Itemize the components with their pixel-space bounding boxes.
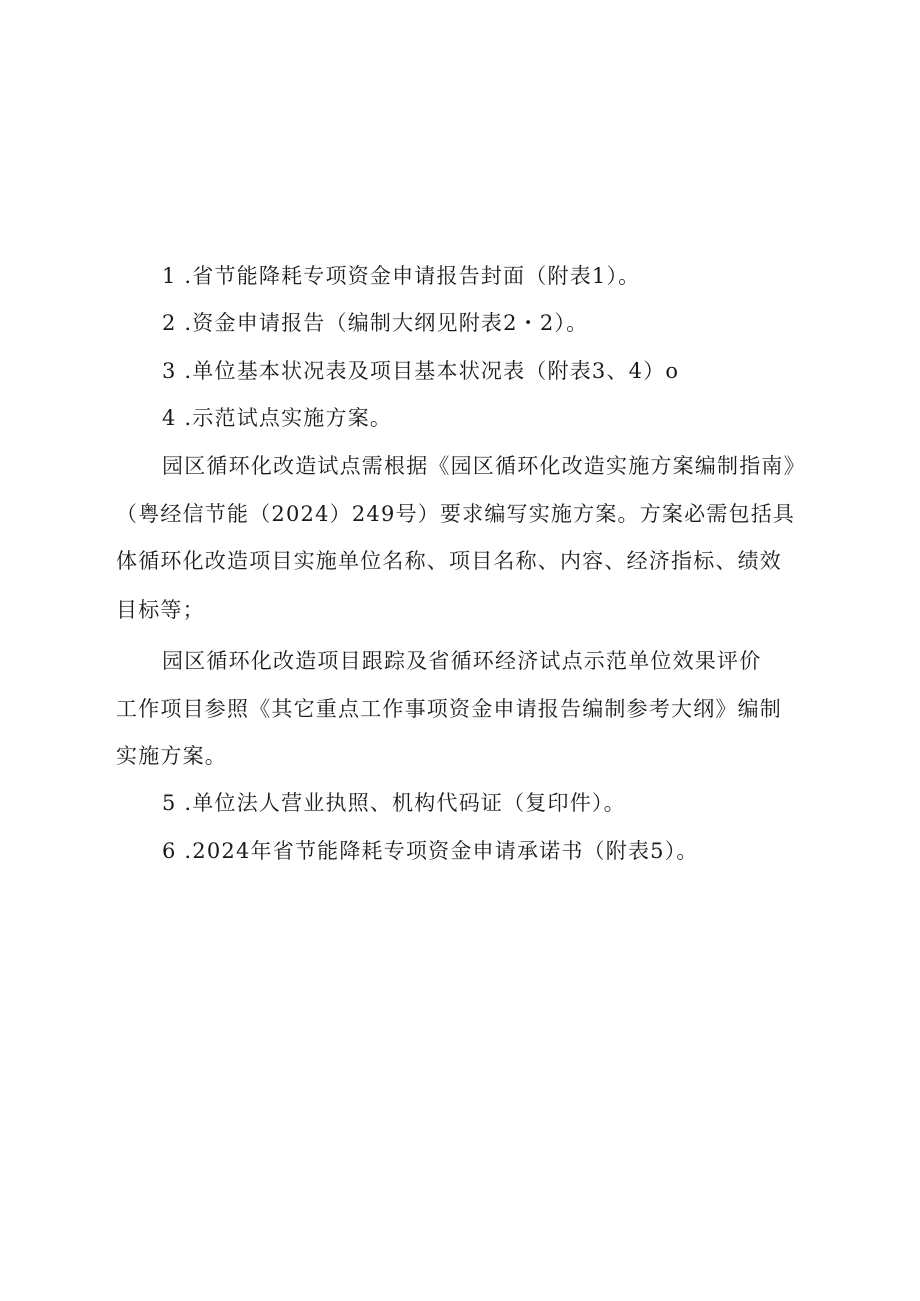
list-item-4: 4 .示范试点实施方案。 [162, 406, 393, 430]
list-item-6: 6 .2024年省节能降耗专项资金申请承诺书（附表5）。 [162, 839, 699, 863]
list-item-1: 1 .省节能降耗专项资金申请报告封面（附表1）。 [162, 264, 641, 288]
paragraph-line: 工作项目参照《其它重点工作事项资金申请报告编制参考大纲》编制 [116, 697, 782, 721]
list-item-3: 3 .单位基本状况表及项目基本状况表（附表3、4）o [162, 359, 680, 383]
paragraph-line: 园区循环化改造试点需根据《园区循环化改造实施方案编制指南》 [162, 454, 806, 478]
paragraph-line: （粤经信节能（2024）249号）要求编写实施方案。方案必需包括具 [116, 502, 796, 526]
list-item-2: 2 .资金申请报告（编制大纲见附表2・2）。 [162, 311, 589, 335]
paragraph-line: 体循环化改造项目实施单位名称、项目名称、内容、经济指标、绩效 [116, 549, 782, 573]
paragraph-line: 实施方案。 [116, 744, 227, 768]
list-item-5: 5 .单位法人营业执照、机构代码证（复印件）。 [162, 791, 626, 815]
paragraph-line: 园区循环化改造项目跟踪及省循环经济试点示范单位效果评价 [162, 649, 762, 673]
paragraph-line: 目标等； [116, 598, 205, 622]
